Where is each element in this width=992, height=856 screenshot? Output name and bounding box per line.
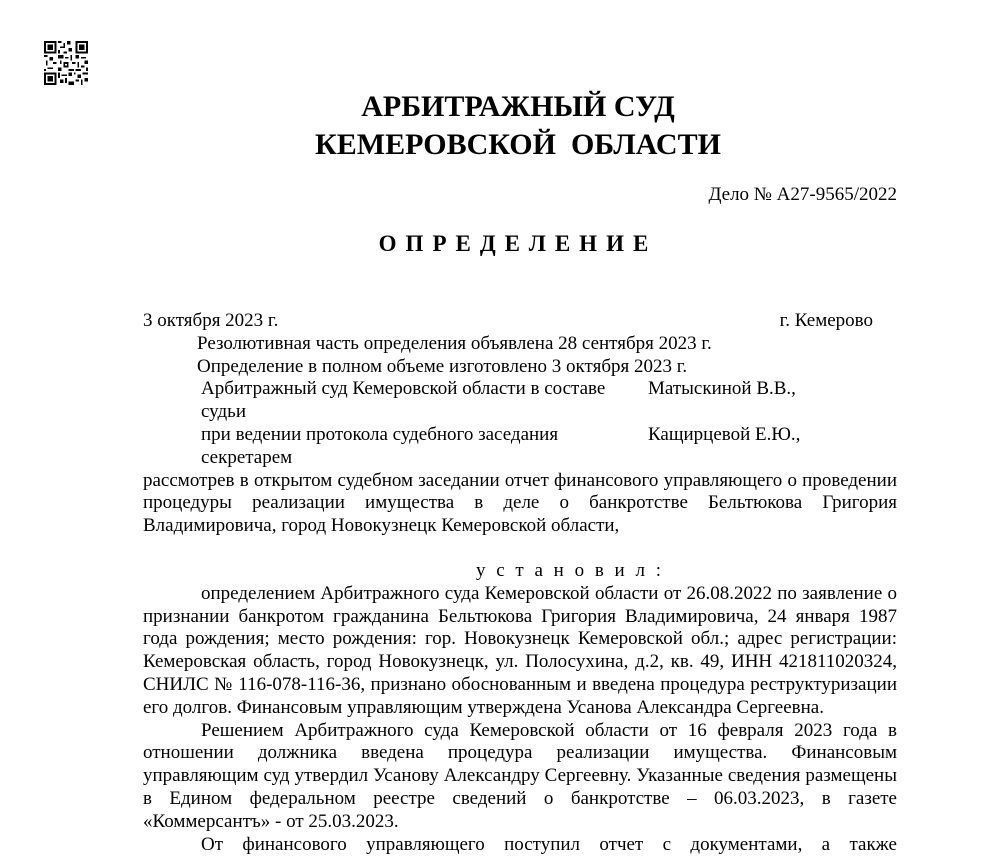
resolution-announced: Резолютивная часть определения объявлена 28 сентября 2023 г. <box>197 332 712 354</box>
secretary-label: при ведении протокола судебного заседания секретарем <box>201 423 559 468</box>
case-number: Дело № А27-9565/2022 <box>708 184 897 205</box>
court-name <box>0 88 992 164</box>
court-name-line-2: КЕМЕРОВСКОЙ ОБЛАСТИ <box>315 128 721 161</box>
secretary-row <box>143 424 897 470</box>
court-name-line-1: АРБИТРАЖНЫЙ СУД <box>361 90 675 123</box>
document-body <box>143 310 897 856</box>
considered-paragraph: рассмотрев в открытом судебном заседании отчет финансового управляющего о проведении процедуры реализации имущества в деле о банкротстве Бельтюкова Григория Владимировича, город Новокузнецк Кемеровской области, <box>143 469 897 537</box>
document-title: ОПРЕДЕЛЕНИЕ <box>378 231 658 256</box>
judge-row <box>143 378 897 424</box>
established-paragraph-3: От финансового управляющего поступил отчет с документами, а также <box>201 833 897 855</box>
established-paragraph-1: определением Арбитражного суда Кемеровской области от 26.08.2022 по заявление о признании банкротом гражданина Бельтюкова Григория Владимировича, 24 января 1987 года рождения; место рождения: гор. Новокузнецк Кемеровской обл.; адрес регистрации: Кемеровская область, город Новокузнецк, ул. Полосухина, д.2, кв. 49, ИНН 421811020324, СНИЛС № 116-078-116-36, признано обоснованным и введена процедура реструктуризации его долгов. Финансовым управляющим утверждена Усанова Александра Сергеевна. <box>143 582 897 718</box>
decision-date: 3 октября 2023 г. <box>143 310 279 331</box>
full-text-made: Определение в полном объеме изготовлено 3 октября 2023 г. <box>197 355 688 377</box>
decision-city: г. Кемерово <box>779 310 873 331</box>
secretary-name: Кащирцевой Е.Ю., <box>648 423 801 445</box>
established-heading: у с т а н о в и л : <box>476 559 664 581</box>
qr-code-graphic <box>44 41 88 85</box>
judge-name: Матыскиной В.В., <box>648 378 796 400</box>
established-paragraph-2: Решением Арбитражного суда Кемеровской области от 16 февраля 2023 года в отношении должника введена процедура реализации имущества. Финансовым управляющим суд утвердил Усанову Александру Сергеевну. Указанные сведения размещены в Едином федеральном реестре сведений о банкротстве – 06.03.2023, в газете «Коммерсантъ» - от 25.03.2023. <box>143 719 897 832</box>
qr-code-icon <box>44 41 88 85</box>
judge-label: Арбитражный суд Кемеровской области в составе судьи <box>201 378 606 423</box>
date-city-row <box>143 310 873 333</box>
